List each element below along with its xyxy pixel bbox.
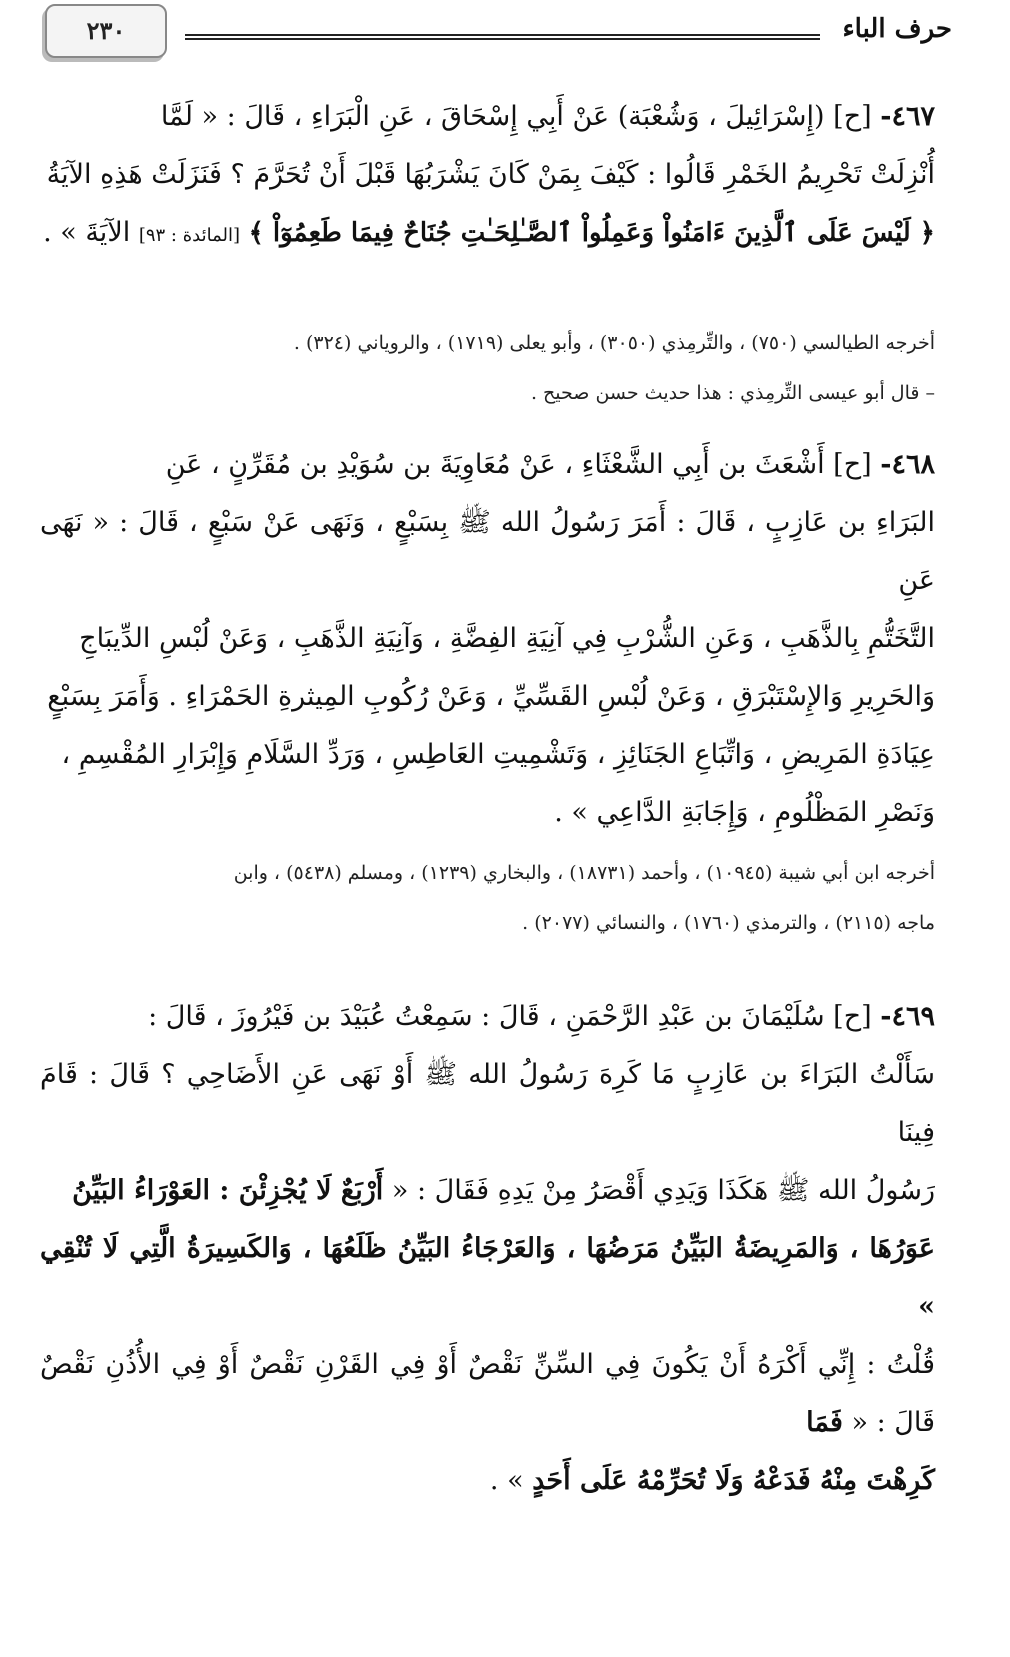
hadith-number: ٤٦٨-: [880, 449, 935, 480]
chapter-title: حرف الباء: [842, 14, 952, 44]
prophetic-words: كَرِهْتَ مِنْهُ فَدَعْهُ وَلَا تُحَرِّمْهُ عَلَى أَحَدٍ: [532, 1465, 935, 1496]
verse-reference: [المائدة : ٩٣]: [138, 225, 240, 246]
hadith-468-notes: [40, 848, 935, 948]
takhrij-note: أخرجه ابن أبي شيبة (١٠٩٤٥) ، وأحمد (١٨٧٣١) ، والبخاري (١٢٣٩) ، ومسلم (٥٤٣٨) ، وابن: [233, 862, 935, 884]
takhrij-note: أخرجه الطيالسي (٧٥٠) ، والتِّرمِذي (٣٠٥٠) ، وأبو يعلى (١٧١٩) ، والروياني (٣٢٤) .: [293, 332, 935, 354]
hadith-467-line-3: [40, 204, 935, 265]
hadith-468-line-2: البَرَاءِ بن عَازِبٍ ، قَالَ : أَمَرَ رَسُولُ الله ﷺ بِسَبْعٍ ، وَنَهَى عَنْ سَبْعٍ ، قَالَ : « نَهَى عَنِ: [40, 507, 935, 596]
hadith-text-end: » .: [489, 1465, 524, 1496]
hadith-number: ٤٦٧-: [880, 101, 935, 132]
hadith-467-line-2: أُنْزِلَتْ تَحْرِيمُ الخَمْرِ قَالُوا : كَيْفَ بِمَنْ كَانَ يَشْرَبُهَا قَبْلَ أَنْ تُحَرَّمَ ؟ فَنَزَلَتْ هَذِهِ الآيَةُ: [46, 159, 935, 190]
hadith-468-line-4: وَالحَرِيرِ وَالإِسْتَبْرَقِ ، وَعَنْ لُبْسِ القَسِّيِّ ، وَعَنْ رُكُوبِ المِيثرةِ الحَمْرَاءِ . وَأَمَرَ بِسَبْعٍ: [47, 681, 935, 712]
hadith-469-line-3: [40, 1162, 935, 1220]
hadith-text: [ح] أَشْعَثَ بن أَبِي الشَّعْثَاءِ ، عَنْ مُعَاوِيَةَ بن سُوَيْدِ بن مُقَرِّنٍ ، عَنِ: [165, 449, 872, 480]
header-rule: [185, 34, 820, 40]
hadith-467-notes: [40, 318, 935, 418]
hadith-469-line-2: سَأَلْتُ البَرَاءَ بن عَازِبٍ مَا كَرِهَ رَسُولُ الله ﷺ أَوْ نَهَى عَنِ الأَضَاحِي ؟ قَالَ : قَامَ فِينَا: [40, 1059, 935, 1148]
hadith-468-line-1: [40, 436, 935, 494]
hadith-469-line-5: [40, 1336, 935, 1452]
hadith-467: [40, 88, 935, 265]
hadith-468-line-3: التَّخَتُّمِ بِالذَّهَبِ ، وَعَنِ الشُّرْبِ فِي آنِيَةِ الفِضَّةِ ، وَآنِيَةِ الذَّهَبِ ، وَعَنْ لُبْسِ الدِّيبَاجِ: [79, 623, 935, 654]
page-number: ٢٣٠: [45, 4, 167, 58]
takhrij-note-cont: ماجه (٢١١٥) ، والترمذي (١٧٦٠) ، والنسائي (٢٠٧٧) .: [522, 912, 935, 934]
hadith-469-line-1: [40, 988, 935, 1046]
hadith-469: [40, 988, 935, 1510]
hadith-text: رَسُولُ الله ﷺ هَكَذَا وَيَدِي أَقْصَرُ مِنْ يَدِهِ فَقَالَ : «: [391, 1175, 935, 1206]
hadith-467-line-1: [40, 88, 935, 146]
hadith-468: [40, 436, 935, 842]
grading-note: – قال أبو عيسى التِّرمِذي : هذا حديث حسن صحيح .: [530, 382, 935, 404]
hadith-text: [ح] سُلَيْمَانَ بن عَبْدِ الرَّحْمَنِ ، قَالَ : سَمِعْتُ عُبَيْدَ بن فَيْرُوزَ ، قَالَ :: [148, 1001, 872, 1032]
quran-verse: ﴿ لَيْسَ عَلَى ٱلَّذِينَ ءَامَنُواْ وَعَمِلُواْ ٱلصَّـٰلِحَـٰتِ جُنَاحٌ فِيمَا طَعِمُوٓاْ ﴾: [248, 218, 935, 248]
hadith-text-end: الآيَةَ » .: [43, 217, 131, 248]
page-header: [0, 0, 1010, 70]
hadith-text: [ح] (إِسْرَائِيلَ ، وَشُعْبَة) عَنْ أَبِي إِسْحَاقَ ، عَنِ الْبَرَاءِ ، قَالَ : « لَمَّا: [160, 101, 872, 132]
hadith-number: ٤٦٩-: [880, 1001, 935, 1032]
hadith-468-line-5: عِيَادَةِ المَرِيضِ ، وَاتِّبَاعِ الجَنَائِزِ ، وَتَشْمِيتِ العَاطِسِ ، وَرَدِّ السَّلَامِ وَإِبْرَارِ المُقْسِمِ ،: [61, 739, 935, 770]
prophetic-words: أَرْبَعٌ لَا يُجْزِئْنَ : العَوْرَاءُ البَيِّنُ: [72, 1175, 384, 1206]
hadith-469-line-6: [40, 1452, 935, 1510]
prophetic-words: فَمَا: [806, 1407, 843, 1438]
hadith-469-line-4: عَوَرُهَا ، وَالمَرِيضَةُ البَيِّنُ مَرَضُهَا ، وَالعَرْجَاءُ البَيِّنُ ظَلَعُهَا ، وَالكَسِيرَةُ الَّتِي لَا تُنْقِي »: [40, 1233, 935, 1322]
hadith-468-line-6: وَنَصْرِ المَظْلُومِ ، وَإِجَابَةِ الدَّاعِي » .: [554, 797, 935, 828]
hadith-text: قُلْتُ : إِنِّي أَكْرَهُ أَنْ يَكُونَ فِي السِّنِّ نَقْصٌ أَوْ فِي القَرْنِ نَقْصٌ أَوْ فِي الأُذُنِ نَقْصٌ قَالَ : «: [40, 1349, 935, 1438]
